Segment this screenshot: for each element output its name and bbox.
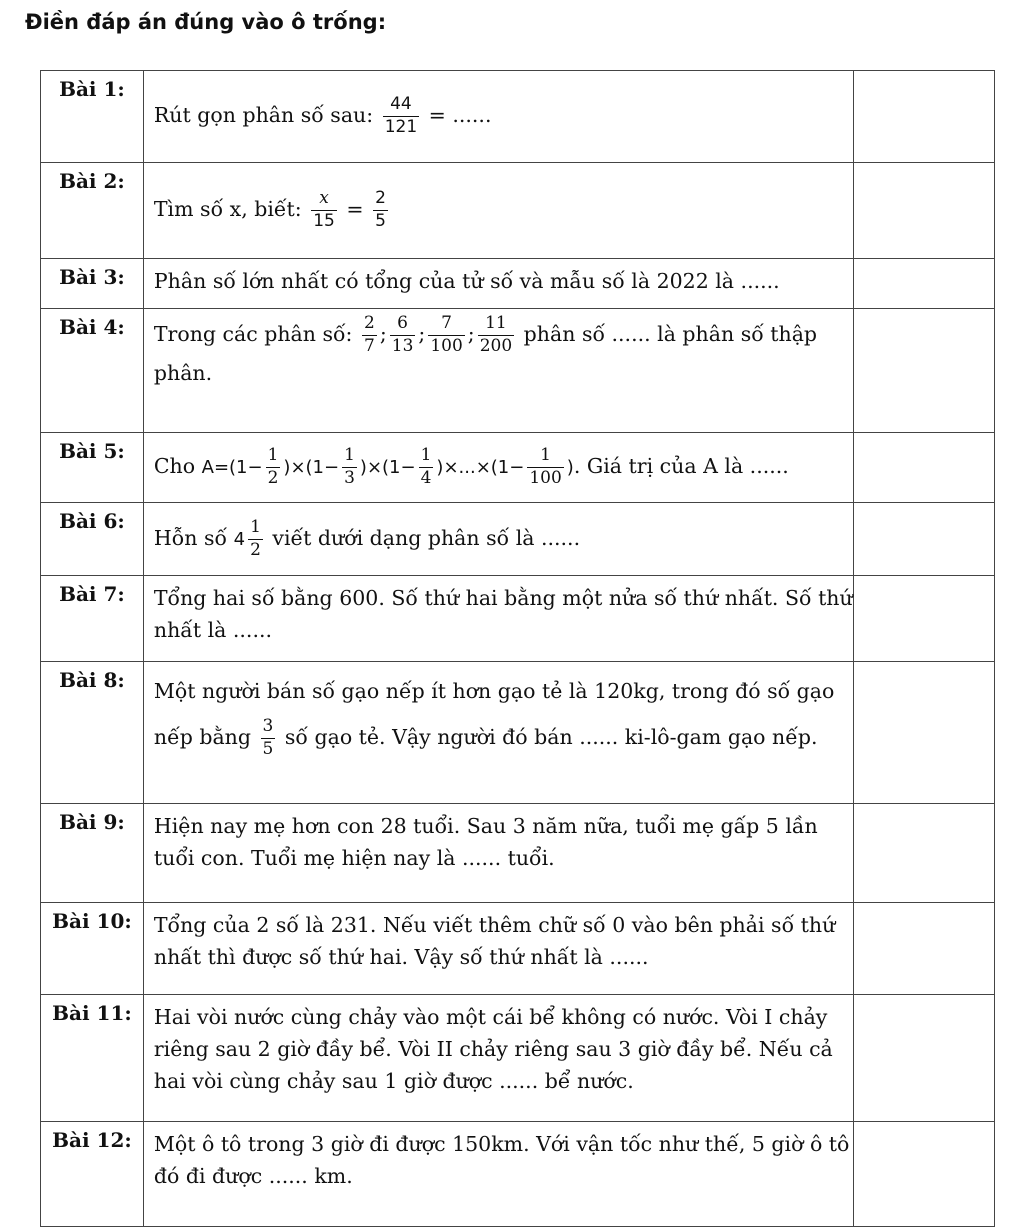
exercise-label: Bài 10: <box>41 903 144 995</box>
denominator: 100 <box>430 335 463 356</box>
answer-cell[interactable] <box>853 309 994 433</box>
question-text: Cho <box>153 454 196 478</box>
separator: ; <box>418 321 426 346</box>
exercise-question <box>143 71 853 163</box>
fraction <box>362 315 377 356</box>
answer-cell[interactable] <box>853 503 994 576</box>
exercise-label: Bài 6: <box>41 503 144 576</box>
answer-cell[interactable] <box>853 163 994 259</box>
answer-cell[interactable] <box>853 995 994 1122</box>
question-text: Hỗn số <box>153 525 228 550</box>
exercise-question: Tổng hai số bằng 600. Số thứ hai bằng một nửa số thứ nhất. Số thứ nhất là ...... <box>143 576 853 662</box>
expression-part: )×(1− <box>283 457 340 478</box>
denominator: 2 <box>250 539 261 560</box>
exercise-table <box>40 70 995 1227</box>
exercise-label: Bài 1: <box>41 71 144 163</box>
expression-part: A=(1− <box>201 457 263 478</box>
question-text: phân số ...... là phân số thập phân. <box>153 321 818 385</box>
exercise-row <box>41 433 995 503</box>
exercise-label: Bài 11: <box>41 995 144 1122</box>
numerator: 11 <box>478 315 514 336</box>
expression-part: )×(1− <box>359 457 416 478</box>
exercise-question: Tổng của 2 số là 231. Nếu viết thêm chữ số 0 vào bên phải số thứ nhất thì được số thứ hai. Vậy số thứ nhất là ...... <box>143 903 853 995</box>
answer-cell[interactable] <box>853 576 994 662</box>
denominator: 7 <box>364 335 375 356</box>
exercise-row <box>41 662 995 804</box>
numerator: x <box>311 190 337 211</box>
exercise-question: Hiện nay mẹ hơn con 28 tuổi. Sau 3 năm nữa, tuổi mẹ gấp 5 lần tuổi con. Tuổi mẹ hiện nay là ...... tuổi. <box>143 804 853 903</box>
exercise-row <box>41 163 995 259</box>
exercise-question <box>143 163 853 259</box>
question-text: Rút gọn phân số sau: <box>153 103 374 127</box>
separator: ; <box>379 321 387 346</box>
numerator: 3 <box>261 718 276 739</box>
numerator: 1 <box>419 447 434 468</box>
numerator: 44 <box>383 96 419 117</box>
denominator: 5 <box>375 211 386 231</box>
exercise-question: Phân số lớn nhất có tổng của tử số và mẫu số là 2022 là ...... <box>143 259 853 309</box>
answer-cell[interactable] <box>853 903 994 995</box>
exercise-row <box>41 995 995 1122</box>
exercise-row <box>41 804 995 903</box>
answer-cell[interactable] <box>853 662 994 804</box>
exercise-label: Bài 7: <box>41 576 144 662</box>
exercise-row <box>41 903 995 995</box>
equals-sign: = <box>346 197 364 221</box>
numerator: 1 <box>527 447 563 468</box>
answer-cell[interactable] <box>853 259 994 309</box>
answer-cell[interactable] <box>853 71 994 163</box>
expression-part: )×...×(1− <box>436 457 525 478</box>
question-text: Trong các phân số: <box>153 321 353 346</box>
numerator: 2 <box>362 315 377 336</box>
exercise-question <box>143 662 853 804</box>
exercise-row <box>41 309 995 433</box>
answer-cell[interactable] <box>853 1122 994 1227</box>
fraction <box>261 718 276 759</box>
denominator: 100 <box>529 468 562 488</box>
fraction <box>311 190 337 231</box>
exercise-question <box>143 433 853 503</box>
denominator: 15 <box>313 211 335 231</box>
exercise-question <box>143 503 853 576</box>
question-text: viết dưới dạng phân số là ...... <box>272 525 581 550</box>
fraction <box>428 315 464 356</box>
numerator: 2 <box>373 190 388 211</box>
question-text: . Giá trị của A là ...... <box>573 454 789 478</box>
exercise-question <box>143 309 853 433</box>
numerator: 1 <box>342 447 357 468</box>
denominator: 13 <box>391 335 414 356</box>
exercise-label: Bài 9: <box>41 804 144 903</box>
exercise-question: Một ô tô trong 3 giờ đi được 150km. Với vận tốc như thế, 5 giờ ô tô đó đi được ...... km. <box>143 1122 853 1227</box>
exercise-label: Bài 3: <box>41 259 144 309</box>
answer-blank: = ...... <box>428 103 492 127</box>
numerator: 7 <box>428 315 464 336</box>
mixed-whole: 4 <box>233 528 246 550</box>
answer-cell[interactable] <box>853 433 994 503</box>
denominator: 4 <box>420 468 432 488</box>
denominator: 121 <box>384 117 418 137</box>
question-text: số gạo tẻ. Vậy người đó bán ...... ki-lô-gam gạo nếp. <box>284 725 818 749</box>
fraction <box>527 447 563 488</box>
exercise-label: Bài 2: <box>41 163 144 259</box>
numerator: 1 <box>248 519 263 540</box>
question-text: Một người bán số gạo nếp ít hơn gạo tẻ là 120kg, trong đó số gạo nếp bằng <box>153 679 835 749</box>
exercise-row <box>41 576 995 662</box>
fraction <box>419 447 434 488</box>
exercise-row <box>41 1122 995 1227</box>
fraction <box>266 447 281 488</box>
denominator: 200 <box>479 335 513 356</box>
answer-cell[interactable] <box>853 804 994 903</box>
denominator: 2 <box>267 468 279 488</box>
separator: ; <box>467 321 475 346</box>
fraction <box>342 447 357 488</box>
fraction <box>478 315 514 356</box>
fraction <box>373 190 388 231</box>
denominator: 3 <box>344 468 355 488</box>
exercise-label: Bài 12: <box>41 1122 144 1227</box>
exercise-row <box>41 503 995 576</box>
exercise-question: Hai vòi nước cùng chảy vào một cái bể không có nước. Vòi I chảy riêng sau 2 giờ đầy bể. Vòi II chảy riêng sau 3 giờ đầy bể. Nếu cả hai vòi cùng chảy sau 1 giờ được ...... bể nước. <box>143 995 853 1122</box>
exercise-label: Bài 8: <box>41 662 144 804</box>
numerator: 6 <box>390 315 416 336</box>
expression-part: ) <box>566 457 574 478</box>
numerator: 1 <box>266 447 281 468</box>
exercise-row <box>41 259 995 309</box>
fraction <box>248 516 263 560</box>
fraction <box>390 315 416 356</box>
fraction <box>383 96 419 137</box>
worksheet-title: Điền đáp án đúng vào ô trống: <box>25 10 387 34</box>
question-text: Tìm số x, biết: <box>153 197 302 221</box>
denominator: 5 <box>262 739 274 759</box>
exercise-label: Bài 5: <box>41 433 144 503</box>
exercise-label: Bài 4: <box>41 309 144 433</box>
exercise-row <box>41 71 995 163</box>
